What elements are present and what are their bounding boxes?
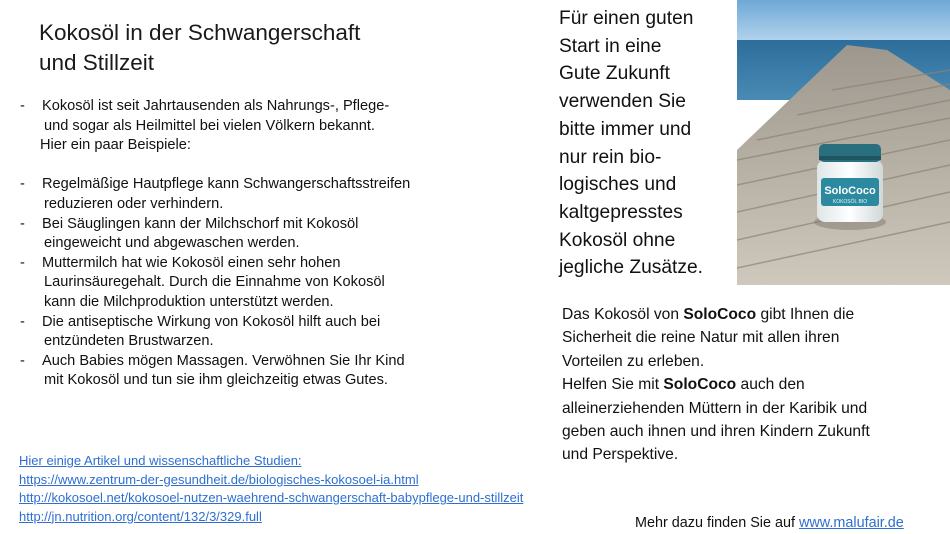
paragraph-text: Das Kokosöl von (562, 306, 684, 323)
list-item (20, 175, 460, 214)
paragraph-text: auch den (736, 376, 805, 394)
bullet-text: eingeweicht und abgewaschen werden. (44, 235, 300, 252)
list-item (20, 352, 460, 391)
product-photo (737, 0, 950, 285)
paragraph-line (562, 373, 947, 396)
paragraph-line: und Perspektive. (562, 446, 679, 464)
highlight-line: Start in eine (559, 35, 662, 57)
highlight-line: Gute Zukunft (559, 63, 670, 85)
footer-text: Mehr dazu finden Sie auf (635, 515, 799, 531)
highlight-line: Für einen guten (559, 8, 694, 29)
list-item (20, 254, 460, 313)
paragraph-text: Helfen Sie mit (562, 376, 664, 394)
info-paragraph (562, 303, 947, 467)
paragraph-line: Vorteilen zu erleben. (562, 352, 705, 370)
bullet-text: Muttermilch hat wie Kokosöl einen sehr hohen (42, 254, 341, 271)
bullet-text: Die antiseptische Wirkung von Kokosöl hilft auch bei (42, 313, 381, 330)
bullet-text: reduzieren oder verhindern. (44, 195, 224, 212)
highlight-line: jegliche Zusätze. (559, 257, 703, 279)
paragraph-line (562, 303, 947, 326)
bullet-text: Bei Säuglingen kann der Milchschorf mit Kokosöl (42, 215, 359, 232)
title-line: Kokosöl in der Schwangerschaft (39, 20, 361, 45)
bullet-text: und sogar als Heilmittel bei vielen Völkern bekannt. (44, 117, 375, 134)
website-link[interactable]: www.malufair.de (799, 515, 904, 531)
bullet-text: entzündeten Brustwarzen. (44, 333, 214, 350)
list-item (20, 97, 460, 136)
brand-name: SoloCoco (683, 306, 757, 323)
reference-links (19, 452, 619, 526)
bullet-dash: - (20, 254, 25, 271)
pier-photo-illustration (737, 0, 950, 285)
highlight-line: verwenden Sie (559, 91, 686, 113)
jar-sub-text: KOKOSÖL BIO (832, 199, 868, 205)
footer (635, 513, 947, 533)
links-heading[interactable]: Hier einige Artikel und wissenschaftliche Studien: (19, 453, 302, 468)
jar-brand-text: SoloCoco (824, 185, 876, 197)
reference-link[interactable]: http://jn.nutrition.org/content/132/3/329.full (19, 508, 262, 524)
highlight-text (559, 5, 739, 282)
brand-name: SoloCoco (663, 376, 737, 394)
highlight-line: nur rein bio- (559, 146, 662, 168)
list-item (20, 313, 460, 352)
reference-link[interactable]: https://www.zentrum-der-gesundheit.de/biologisches-kokosoel-ia.html (19, 471, 419, 487)
bullet-dash: - (20, 176, 25, 193)
coconut-oil-jar (814, 144, 886, 230)
bullet-text: Kokosöl ist seit Jahrtausenden als Nahrungs-, Pflege- (42, 98, 390, 114)
bullet-dash: - (20, 313, 25, 330)
paragraph-line: Sicherheit die reine Natur mit allen ihren (562, 329, 840, 347)
paragraph-line: geben auch ihnen und ihren Kindern Zukunft (562, 423, 870, 441)
highlight-line: kaltgepresstes (559, 201, 683, 223)
bullet-list (20, 97, 460, 391)
bullet-text: Laurinsäuregehalt. Durch die Einnahme von Kokosöl (44, 274, 385, 291)
reference-link[interactable]: http://kokosoel.net/kokosoel-nutzen-waehrend-schwangerschaft-babypflege-und-stillzeit (19, 490, 524, 506)
bullet-dash: - (20, 352, 25, 369)
bullet-dash: - (20, 215, 25, 232)
paragraph-line: alleinerziehenden Müttern in der Karibik und (562, 399, 868, 417)
intro-text: Hier ein paar Beispiele: (40, 137, 191, 154)
bullet-text: kann die Milchproduktion unterstützt werden. (44, 293, 334, 310)
page-title (39, 18, 459, 78)
bullet-text: Regelmäßige Hautpflege kann Schwangerschaftsstreifen (42, 176, 411, 193)
bullet-text: mit Kokosöl und tun sie ihm gleichzeitig etwas Gutes. (44, 372, 388, 389)
list-item (20, 215, 460, 254)
title-line: und Stillzeit (39, 50, 155, 75)
bullet-text: Auch Babies mögen Massagen. Verwöhnen Sie Ihr Kind (42, 352, 405, 369)
paragraph-text: gibt Ihnen die (756, 306, 855, 323)
highlight-line: bitte immer und (559, 118, 692, 140)
bullet-dash: - (20, 98, 25, 114)
highlight-line: Kokosöl ohne (559, 229, 676, 251)
highlight-line: logisches und (559, 174, 677, 196)
